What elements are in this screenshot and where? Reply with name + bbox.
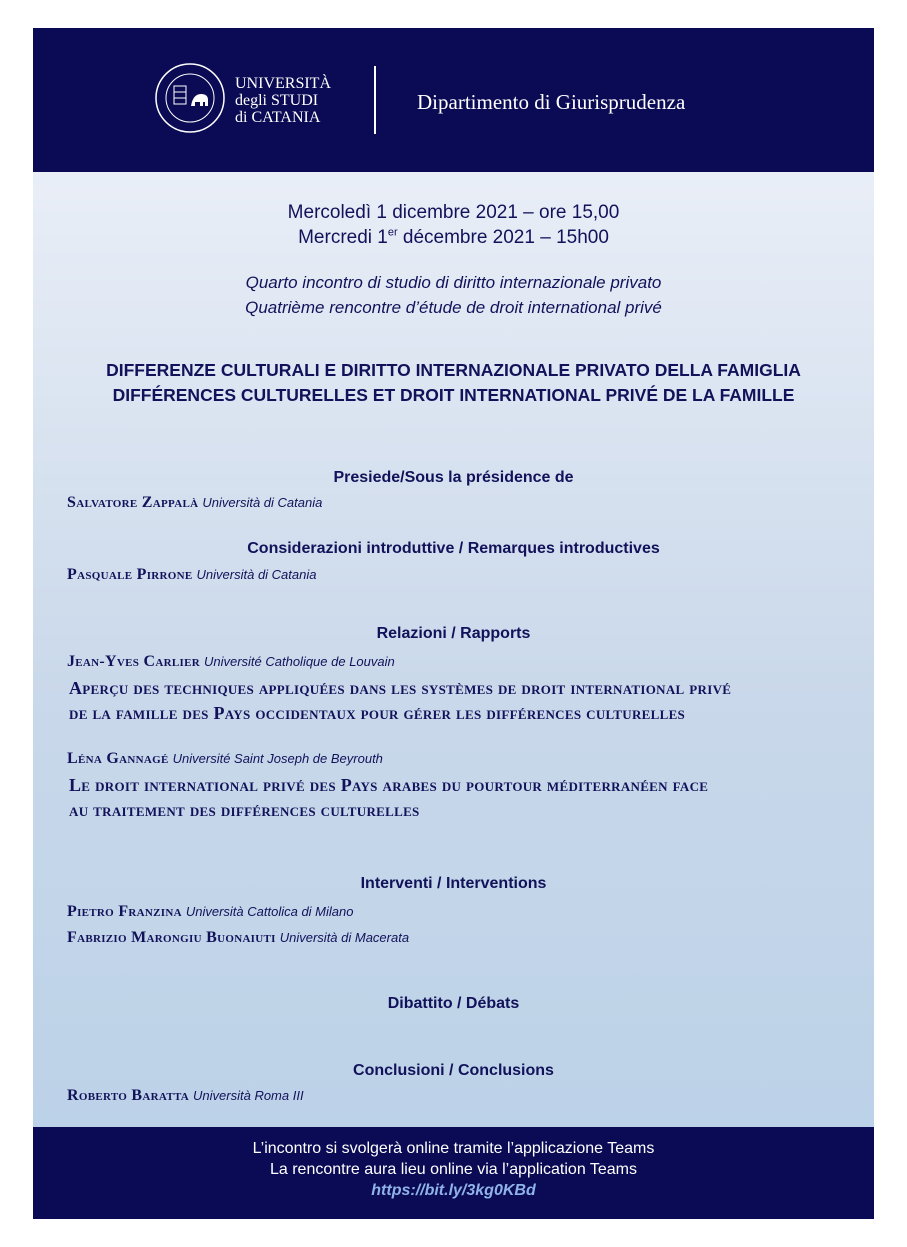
date-french-prefix: Mercredi 1: [298, 227, 388, 248]
footer-line-french: La rencontre aura lieu online via l’application Teams: [269, 1161, 638, 1178]
speaker-name: Léna Gannagé: [67, 750, 169, 767]
report-2-title: [69, 773, 859, 823]
title-italian: DIFFERENZE CULTURALI E DIRITTO INTERNAZIONALE PRIVATO DELLA FAMIGLIA: [106, 360, 801, 380]
title-french: DIFFÉRENCES CULTURELLES ET DROIT INTERNATIONAL PRIVÉ DE LA FAMILLE: [112, 385, 795, 405]
teams-link[interactable]: https://bit.ly/3kg0KBd: [371, 1182, 536, 1199]
university-name: [235, 75, 331, 126]
report-title-line: au traitement des différences culturelles: [69, 800, 420, 820]
debate-heading: Dibattito / Débats: [387, 995, 520, 1012]
report-1-title: [69, 676, 859, 726]
report-title-line: Le droit international privé des Pays arabes du pourtour méditerranéen face: [69, 775, 709, 795]
interventions-heading: Interventi / Interventions: [360, 875, 547, 892]
reports-heading: Relazioni / Rapports: [376, 625, 531, 642]
speaker-affiliation: Université Saint Joseph de Beyrouth: [172, 751, 383, 766]
report-2-speaker: [67, 750, 383, 768]
report-title-line: de la famille des Pays occidentaux pour gérer les différences culturelles: [69, 703, 686, 723]
date-french-suffix: décembre 2021 – 15h00: [397, 227, 609, 248]
program-body: [33, 172, 874, 1127]
speaker-name: Pasquale Pirrone: [67, 566, 193, 583]
chair-heading: Presiede/Sous la présidence de: [333, 469, 574, 486]
conclusions-speaker: [67, 1087, 304, 1105]
report-1-speaker: [67, 653, 395, 671]
footer-line-italian: L’incontro si svolgerà online tramite l’applicazione Teams: [252, 1140, 655, 1157]
meeting-italian: Quarto incontro di studio di diritto internazionale privato: [245, 273, 662, 292]
poster: [33, 28, 874, 1219]
speaker-name: Jean-Yves Carlier: [67, 653, 200, 670]
intervention-speaker: [67, 929, 409, 947]
chair-speaker: [67, 494, 322, 512]
conclusions-heading: Conclusioni / Conclusions: [353, 1062, 554, 1079]
speaker-affiliation: Università di Catania: [202, 495, 323, 510]
department-name: Dipartimento di Giurisprudenza: [417, 90, 686, 114]
speaker-affiliation: Università Cattolica di Milano: [185, 904, 354, 919]
speaker-name: Salvatore Zappalà: [67, 494, 199, 511]
meeting-french: Quatrième rencontre d’étude de droit international privé: [245, 298, 662, 317]
date-french: [33, 225, 874, 250]
header-banner: [33, 28, 874, 172]
university-seal-icon: [154, 62, 226, 134]
footer-banner: [33, 1127, 874, 1219]
speaker-affiliation: Université Catholique de Louvain: [203, 654, 395, 669]
header-divider: [374, 66, 376, 134]
university-line-1: UNIVERSITÀ: [235, 75, 331, 92]
report-title-line: Aperçu des techniques appliquées dans les systèmes de droit international privé: [69, 678, 732, 698]
university-line-2: degli STUDI: [235, 92, 319, 109]
date-italian: Mercoledì 1 dicembre 2021 – ore 15,00: [287, 202, 620, 223]
speaker-name: Pietro Franzina: [67, 903, 182, 920]
date-french-sup: er: [387, 226, 398, 239]
speaker-name: Roberto Baratta: [67, 1087, 190, 1104]
university-line-3: di CATANIA: [235, 109, 321, 126]
speaker-affiliation: Università di Catania: [196, 567, 317, 582]
speaker-affiliation: Università di Macerata: [279, 930, 410, 945]
speaker-affiliation: Università Roma III: [193, 1088, 304, 1103]
intro-speaker: [67, 566, 316, 584]
speaker-name: Fabrizio Marongiu Buonaiuti: [67, 929, 276, 946]
intervention-speaker: [67, 903, 353, 921]
intro-heading: Considerazioni introduttive / Remarques introductives: [247, 540, 660, 557]
